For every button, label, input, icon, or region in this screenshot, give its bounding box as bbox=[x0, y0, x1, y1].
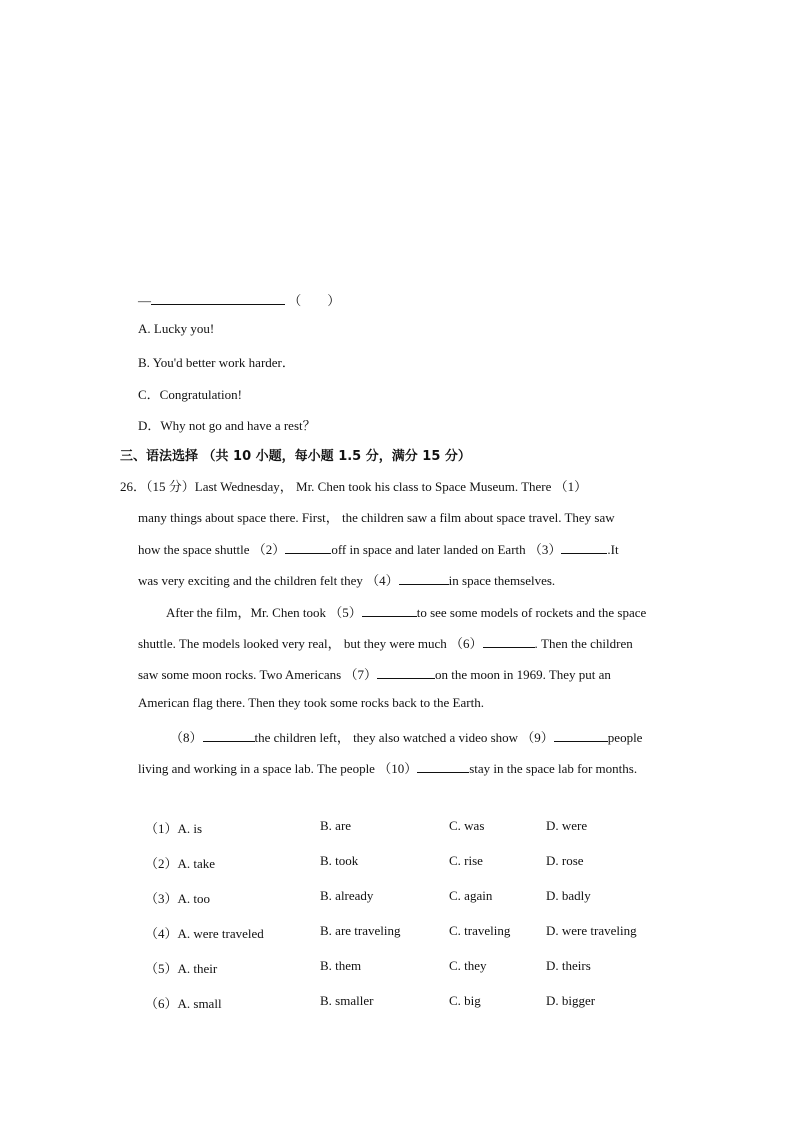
answer-paren: （ ） bbox=[288, 293, 341, 308]
passage-line-6 bbox=[138, 633, 633, 652]
choice-row bbox=[145, 958, 666, 993]
passage-text: to see some models of rockets and the space bbox=[416, 605, 647, 620]
choice-option[interactable]: D. theirs bbox=[546, 958, 591, 973]
passage-line-7 bbox=[138, 664, 611, 683]
option-d: D．Why not go and have a rest？ bbox=[138, 418, 316, 433]
choice-option[interactable]: B. smaller bbox=[320, 993, 374, 1008]
blank-6[interactable] bbox=[483, 636, 535, 648]
blank-8[interactable] bbox=[203, 730, 255, 742]
passage-line-5 bbox=[166, 602, 646, 621]
choice-option[interactable]: C. again bbox=[449, 888, 493, 903]
passage-text: .It bbox=[607, 542, 619, 557]
choice-option[interactable]: （2）A. take bbox=[145, 856, 216, 871]
blank-3[interactable] bbox=[561, 542, 607, 554]
choice-row bbox=[145, 853, 666, 888]
passage-line-4 bbox=[138, 570, 555, 589]
passage-text: in space themselves. bbox=[448, 573, 556, 588]
passage-line-3 bbox=[138, 539, 619, 558]
choice-row bbox=[145, 888, 666, 923]
passage-line-2 bbox=[138, 507, 615, 526]
choice-option[interactable]: D. badly bbox=[546, 888, 591, 903]
choice-option[interactable]: C. traveling bbox=[449, 923, 511, 938]
choice-row bbox=[145, 923, 666, 958]
choice-option[interactable]: （5）A. their bbox=[145, 961, 218, 976]
dash-mark: — bbox=[138, 293, 151, 308]
passage-text: the children left， they also watched a video show （9） bbox=[254, 730, 554, 745]
choice-option[interactable]: C. they bbox=[449, 958, 487, 973]
choice-option[interactable]: B. took bbox=[320, 853, 359, 868]
option-c: C．Congratulation! bbox=[138, 387, 242, 402]
blank-4[interactable] bbox=[399, 573, 449, 585]
answer-blank[interactable] bbox=[151, 293, 285, 305]
passage-line-8 bbox=[138, 695, 484, 711]
choice-option[interactable]: D. bigger bbox=[546, 993, 596, 1008]
choice-option[interactable]: B. them bbox=[320, 958, 362, 973]
passage-text: After the film，Mr. Chen took （5） bbox=[166, 605, 362, 620]
passage-text: shuttle. The models looked very real， but they were much （6） bbox=[138, 636, 483, 651]
choice-option[interactable]: （6）A. small bbox=[145, 996, 222, 1011]
choice-option[interactable]: （1）A. is bbox=[145, 821, 203, 836]
blank-10[interactable] bbox=[417, 761, 469, 773]
passage-text: saw some moon rocks. Two Americans （7） bbox=[138, 667, 377, 682]
passage-text: how the space shuttle （2） bbox=[138, 542, 286, 557]
passage-text: on the moon in 1969. They put an bbox=[434, 667, 611, 682]
answer-line bbox=[138, 290, 340, 309]
choices-table bbox=[145, 818, 666, 1028]
blank-9[interactable] bbox=[554, 730, 608, 742]
passage-text: . Then the children bbox=[534, 636, 633, 651]
choice-option[interactable]: B. already bbox=[320, 888, 374, 903]
choice-row bbox=[145, 993, 666, 1028]
choice-option[interactable]: B. are bbox=[320, 818, 352, 833]
passage-text: was very exciting and the children felt they （4） bbox=[138, 573, 399, 588]
blank-2[interactable] bbox=[285, 542, 331, 554]
passage-text: Last Wednesday， Mr. Chen took his class to Space Museum. There （1） bbox=[194, 479, 588, 494]
choice-row bbox=[145, 818, 666, 853]
choice-option[interactable]: C. big bbox=[449, 993, 481, 1008]
choice-option[interactable]: D. rose bbox=[546, 853, 584, 868]
blank-5[interactable] bbox=[362, 605, 417, 617]
passage-text: living and working in a space lab. The people （10） bbox=[138, 761, 418, 776]
passage-line-9 bbox=[170, 727, 642, 746]
choice-option[interactable]: C. was bbox=[449, 818, 485, 833]
section-heading: 三、语法选择 （共 10 小题，每小题 1.5 分，满分 15 分） bbox=[120, 449, 471, 464]
passage-text: people bbox=[607, 730, 643, 745]
choice-option[interactable]: D. were traveling bbox=[546, 923, 637, 938]
choice-option[interactable]: C. rise bbox=[449, 853, 483, 868]
passage-text: many things about space there. First， the children saw a film about space travel. They saw bbox=[138, 510, 615, 525]
blank-7[interactable] bbox=[377, 667, 435, 679]
choice-option[interactable]: （3）A. too bbox=[145, 891, 211, 906]
choice-option[interactable]: B. are traveling bbox=[320, 923, 401, 938]
passage-line-1 bbox=[120, 476, 587, 495]
choice-option[interactable]: D. were bbox=[546, 818, 588, 833]
option-a: A. Lucky you! bbox=[138, 321, 215, 336]
choice-option[interactable]: （4）A. were traveled bbox=[145, 926, 264, 941]
passage-text: （8） bbox=[170, 730, 203, 745]
passage-text: American flag there. Then they took some rocks back to the Earth. bbox=[138, 695, 484, 710]
passage-text: stay in the space lab for months. bbox=[469, 761, 638, 776]
passage-line-10 bbox=[138, 758, 637, 777]
question-number: 26．（15 分） bbox=[120, 479, 195, 494]
passage-text: off in space and later landed on Earth （3） bbox=[331, 542, 562, 557]
option-b: B. You'd better work harder． bbox=[138, 355, 295, 370]
